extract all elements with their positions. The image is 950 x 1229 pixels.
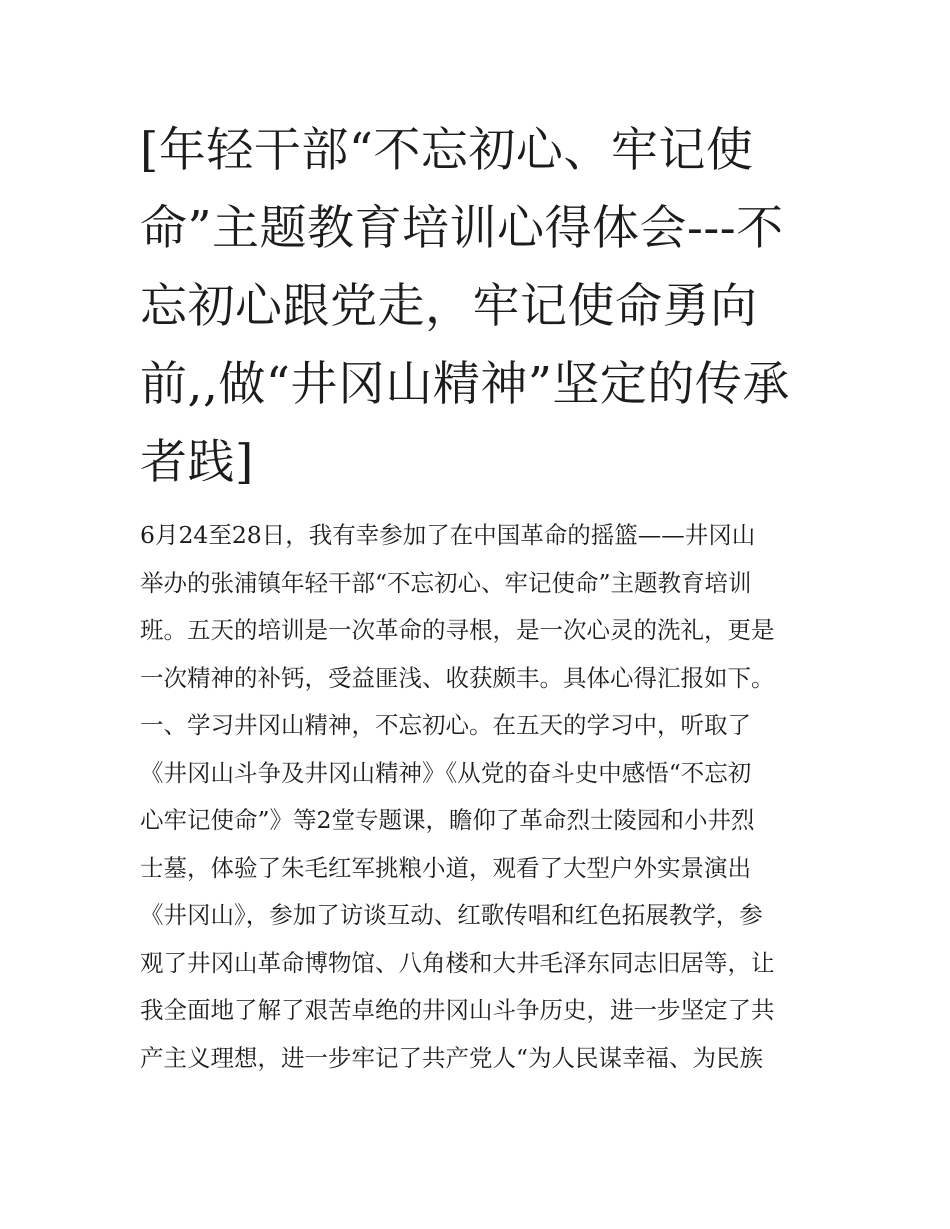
body-line: 我全面地了解了艰苦卓绝的井冈山斗争历史，进一步坚定了共 [140, 996, 775, 1024]
body-line: 一、学习井冈山精神，不忘初心。在五天的学习中，听取了 [140, 711, 751, 739]
title-line: 者践] [140, 435, 254, 490]
body-line: 士墓，体验了朱毛红军挑粮小道，观看了大型户外实景演出 [140, 853, 751, 882]
body-line: 班。五天的培训是一次革命的寻根，是一次心灵的洗礼，更是 [140, 616, 775, 644]
document-title [140, 112, 820, 502]
body-line: 《井冈山斗争及井冈山精神》《从党的奋斗史中感悟“不忘初 [140, 758, 752, 787]
title-line: 忘初心跟党走，牢记使命勇向 [140, 279, 758, 334]
title-line: 前,,做“井冈山精神”坚定的传承 [140, 357, 790, 412]
body-line: 举办的张浦镇年轻干部“不忘初心、牢记使命”主题教育培训 [140, 568, 752, 597]
body-line: 产主义理想，进一步牢记了共产党人“为人民谋幸福、为民族 [140, 1043, 764, 1072]
body-paragraph [140, 512, 820, 1082]
body-line: 观了井冈山革命博物馆、八角楼和大井毛泽东同志旧居等，让 [140, 948, 775, 977]
title-line: 命”主题教育培训心得体会---不 [140, 201, 784, 256]
body-line: 《井冈山》，参加了访谈互动、红歌传唱和红色拓展教学，参 [140, 901, 763, 929]
body-line: 一次精神的补钙，受益匪浅、收获颇丰。具体心得汇报如下。 [140, 663, 775, 692]
body-line: 6月24至28日，我有幸参加了在中国革命的摇篮——井冈山 [140, 521, 756, 549]
title-line: [年轻干部“不忘初心、牢记使 [140, 123, 754, 178]
body-line: 心牢记使命”》等2堂专题课，瞻仰了革命烈士陵园和小井烈 [140, 806, 755, 834]
